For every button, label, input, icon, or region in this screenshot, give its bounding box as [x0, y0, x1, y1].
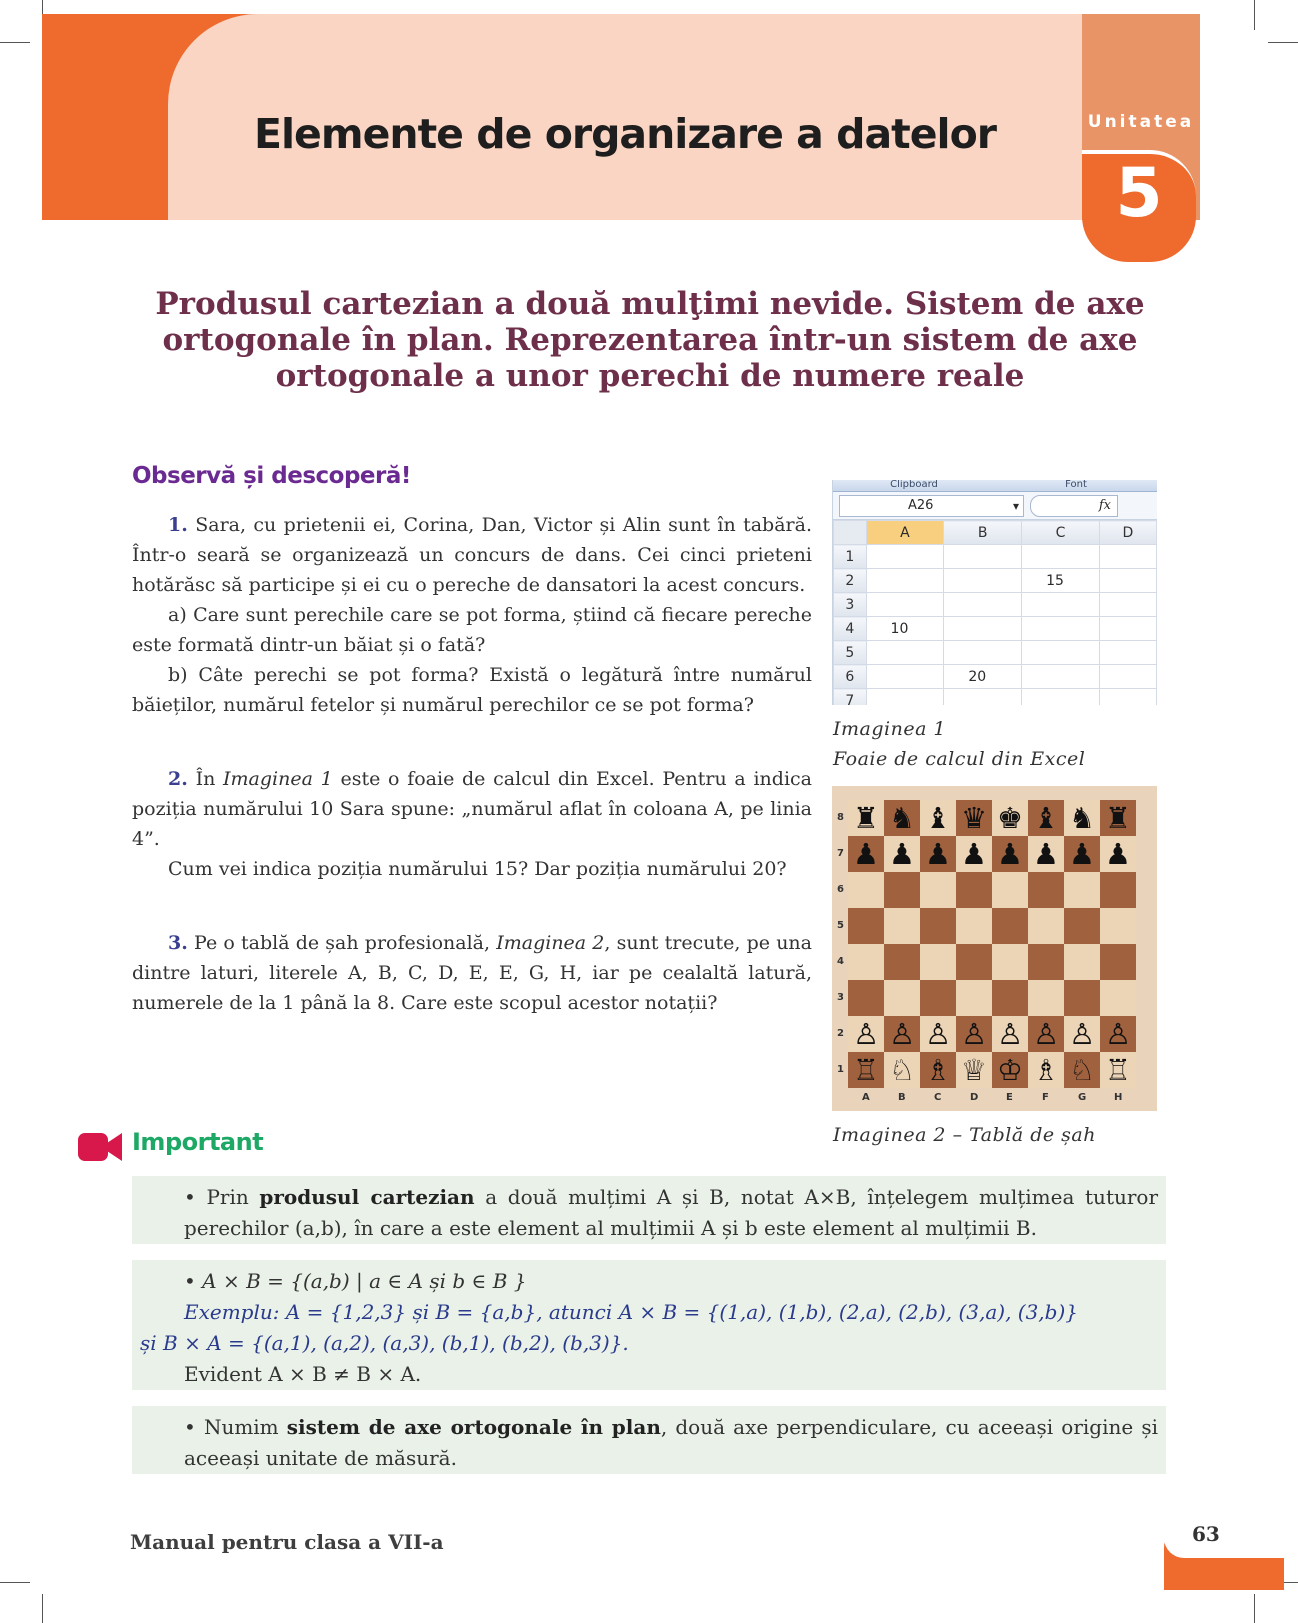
definition-text: , două axe perpendiculare, cu aceeași origine și aceeași unitate de măsură.	[184, 1415, 1158, 1470]
book-title: Manual pentru clasa a VII-a	[130, 1530, 444, 1554]
chess-square	[920, 944, 956, 980]
chess-square	[992, 980, 1028, 1016]
chess-piece: ♖	[848, 1052, 884, 1088]
chess-piece: ♙	[884, 1016, 920, 1052]
rank-label: 3	[837, 992, 844, 1003]
chess-piece: ♙	[848, 1016, 884, 1052]
unit-number: 5	[1115, 154, 1163, 233]
chess-square	[956, 908, 992, 944]
chess-square	[1100, 944, 1136, 980]
chess-board-image	[832, 786, 1157, 1111]
chess-piece: ♙	[992, 1016, 1028, 1052]
example-line-2: și B × A = {(a,1), (a,2), (a,3), (b,1), (b,2), (b,3)}.	[140, 1331, 629, 1355]
chess-piece: ♟	[1100, 836, 1136, 872]
rank-label: 6	[837, 884, 844, 895]
chess-piece: ♞	[1064, 800, 1100, 836]
chess-piece: ♞	[884, 800, 920, 836]
image-reference: Imaginea 1	[223, 768, 333, 790]
definition-term: produsul cartezian	[259, 1185, 475, 1209]
example-label: Exemplu:	[184, 1300, 280, 1324]
chess-square	[992, 944, 1028, 980]
example-text: A = {1,2,3} și B = {a,b}, atunci A × B = {(1,a), (1,b), (2,a), (2,b), (3,a), (3,b)}	[285, 1300, 1078, 1324]
chess-square	[1028, 944, 1064, 980]
page-tab-cut	[1164, 1520, 1284, 1558]
chess-piece: ♙	[956, 1016, 992, 1052]
chess-piece: ♕	[956, 1052, 992, 1088]
lesson-title-line: Produsul cartezian a două mulţimi nevide. Sistem de axe	[155, 286, 1145, 322]
row-header: 3	[834, 593, 867, 617]
chess-square	[1100, 872, 1136, 908]
lesson-title	[120, 286, 1180, 394]
row-header: 1	[834, 545, 867, 569]
chess-square	[848, 980, 884, 1016]
important-box-cartesian-product	[132, 1176, 1166, 1244]
chess-piece: ♔	[992, 1052, 1028, 1088]
exercise-3	[132, 928, 812, 1018]
chess-square	[1100, 908, 1136, 944]
unit-label: Unitatea	[1087, 112, 1195, 132]
formula-bar	[833, 492, 1157, 520]
exercise-text: , sunt trecute, pe una dintre laturi, literele A, B, C, D, E, E, G, H, iar pe cealaltă latură, numerele de la 1 până la 8. Care este scopul acestor notații?	[132, 932, 812, 1014]
chess-piece: ♘	[884, 1052, 920, 1088]
definition-formula: • A × B = {(a,b) | a ∈ A și b ∈ B }	[184, 1269, 527, 1293]
exercise-number: 3.	[168, 932, 188, 954]
grid-corner	[834, 521, 867, 545]
exercise-2	[132, 764, 812, 884]
excel-spreadsheet-image	[832, 480, 1157, 705]
ribbon-group-label: Font	[1065, 480, 1087, 490]
exercise-question-b: b) Câte perechi se pot forma? Există o legătură între numărul băieților, numărul fetelor și numărul perechilor ce se pot forma?	[132, 664, 812, 716]
section-heading: Observă și descoperă!	[132, 463, 411, 489]
exercise-text: este o foaie de calcul din Excel. Pentru a indica poziția numărului 10 Sara spune: „numărul aflat în coloana A, pe linia 4”.	[132, 768, 812, 850]
chess-square	[992, 872, 1028, 908]
crop-mark	[1254, 1594, 1255, 1623]
cell-a4: 10	[866, 617, 944, 641]
file-label: C	[934, 1092, 942, 1103]
row-header: 2	[834, 569, 867, 593]
chess-piece: ♟	[920, 836, 956, 872]
excel-ribbon	[833, 480, 1157, 492]
file-label: D	[970, 1092, 979, 1103]
exercise-question: Cum vei indica poziția numărului 15? Dar poziția numărului 20?	[168, 858, 787, 880]
crop-mark	[0, 1582, 30, 1583]
page-number: 63	[1192, 1522, 1220, 1546]
definition-term: sistem de axe ortogonale în plan	[286, 1415, 661, 1439]
example-line	[140, 1297, 1158, 1328]
crop-mark	[42, 1594, 43, 1623]
chess-piece: ♙	[1064, 1016, 1100, 1052]
chess-piece: ♝	[1028, 800, 1064, 836]
file-label: A	[862, 1092, 870, 1103]
video-camera-icon	[78, 1131, 122, 1163]
rank-label: 8	[837, 812, 844, 823]
ribbon-group-label: Clipboard	[890, 480, 938, 490]
definition-text: Numim	[203, 1415, 279, 1439]
chess-square	[992, 908, 1028, 944]
image-1-caption-title: Imaginea 1	[833, 718, 947, 740]
chess-square	[1100, 980, 1136, 1016]
chess-square	[884, 872, 920, 908]
cell-b6: 20	[944, 665, 1022, 689]
chess-piece: ♜	[1100, 800, 1136, 836]
rank-label: 7	[837, 848, 844, 859]
row-header: 4	[834, 617, 867, 641]
file-label: G	[1078, 1092, 1087, 1103]
chess-square	[884, 944, 920, 980]
chess-piece: ♜	[848, 800, 884, 836]
chess-piece: ♝	[920, 800, 956, 836]
chess-piece: ♟	[884, 836, 920, 872]
evident-note: Evident A × B ≠ B × A.	[184, 1362, 422, 1386]
chess-square	[920, 980, 956, 1016]
chess-square	[1028, 980, 1064, 1016]
chess-square	[920, 872, 956, 908]
chess-square	[884, 980, 920, 1016]
chess-piece: ♖	[1100, 1052, 1136, 1088]
column-header: A	[866, 521, 944, 545]
chess-piece: ♟	[1028, 836, 1064, 872]
chess-square	[1064, 872, 1100, 908]
exercise-number: 1.	[168, 514, 188, 536]
exercise-text: Pe o tablă de șah profesională,	[194, 932, 491, 954]
rank-label: 1	[837, 1064, 844, 1075]
column-header: B	[944, 521, 1022, 545]
file-label: H	[1114, 1092, 1123, 1103]
chess-square	[884, 908, 920, 944]
row-header: 7	[834, 689, 867, 706]
file-label: E	[1006, 1092, 1013, 1103]
exercise-question-a: a) Care sunt perechile care se pot forma, știind că fiecare pereche este formată dintr-un băiat și o fată?	[132, 604, 812, 656]
chess-square	[848, 944, 884, 980]
rank-label: 5	[837, 920, 844, 931]
image-2-caption: Imaginea 2 – Tablă de șah	[833, 1124, 1096, 1146]
exercise-1	[132, 510, 812, 720]
lesson-title-line: ortogonale în plan. Reprezentarea într-un sistem de axe	[162, 322, 1138, 358]
chess-piece: ♟	[956, 836, 992, 872]
chess-square	[956, 944, 992, 980]
chess-square	[1028, 908, 1064, 944]
chess-piece: ♙	[1028, 1016, 1064, 1052]
chess-piece: ♙	[1100, 1016, 1136, 1052]
rank-label: 4	[837, 956, 844, 967]
chess-square	[1064, 944, 1100, 980]
chess-piece: ♗	[920, 1052, 956, 1088]
image-1-caption: Foaie de calcul din Excel	[833, 748, 1086, 770]
crop-mark	[1254, 0, 1255, 30]
column-header: D	[1099, 521, 1156, 545]
chess-piece: ♗	[1028, 1052, 1064, 1088]
row-header: 5	[834, 641, 867, 665]
crop-mark	[1268, 42, 1298, 43]
chess-piece: ♟	[992, 836, 1028, 872]
chess-square	[848, 908, 884, 944]
exercise-text: Sara, cu prietenii ei, Corina, Dan, Victor și Alin sunt în tabără. Într-o seară se organizează un concurs de dans. Cei cinci prieteni hotărăsc să participe și ei cu o pereche de dansatori la acest concurs.	[132, 514, 812, 596]
chess-square	[1064, 980, 1100, 1016]
chess-piece: ♘	[1064, 1052, 1100, 1088]
fx-icon: fx	[1030, 495, 1118, 517]
chess-piece: ♟	[1064, 836, 1100, 872]
image-reference: Imaginea 2	[496, 932, 605, 954]
lesson-title-line: ortogonale a unor perechi de numere reale	[275, 358, 1025, 394]
column-header: C	[1022, 521, 1100, 545]
important-heading: Important	[132, 1128, 264, 1156]
chess-square	[956, 980, 992, 1016]
row-header: 6	[834, 665, 867, 689]
exercise-text: În	[195, 768, 216, 790]
chess-square	[1064, 908, 1100, 944]
chess-square	[1028, 872, 1064, 908]
chess-square	[956, 872, 992, 908]
bullet: •	[184, 1185, 196, 1209]
chess-square	[848, 872, 884, 908]
file-label: F	[1042, 1092, 1049, 1103]
chess-piece: ♙	[920, 1016, 956, 1052]
chess-piece: ♟	[848, 836, 884, 872]
bullet: •	[184, 1415, 196, 1439]
chess-piece: ♚	[992, 800, 1028, 836]
rank-label: 2	[837, 1028, 844, 1039]
chapter-title: Elemente de organizare a datelor	[254, 110, 996, 158]
excel-grid	[833, 520, 1157, 705]
definition-text: a două mulțimi A și B, notat A×B, înțelegem mulțimea tuturor perechilor (a,b), în care a este element al mulțimii A și b este element al mulțimii B.	[184, 1185, 1159, 1240]
exercise-number: 2.	[168, 768, 188, 790]
important-box-axes	[132, 1406, 1166, 1474]
definition-text: Prin	[206, 1185, 249, 1209]
chess-square	[920, 908, 956, 944]
name-box: A26 ▾	[839, 495, 1024, 517]
crop-mark	[0, 42, 30, 43]
file-label: B	[898, 1092, 906, 1103]
important-box-example	[132, 1260, 1166, 1390]
cell-c2: 15	[1022, 569, 1100, 593]
chess-piece: ♛	[956, 800, 992, 836]
